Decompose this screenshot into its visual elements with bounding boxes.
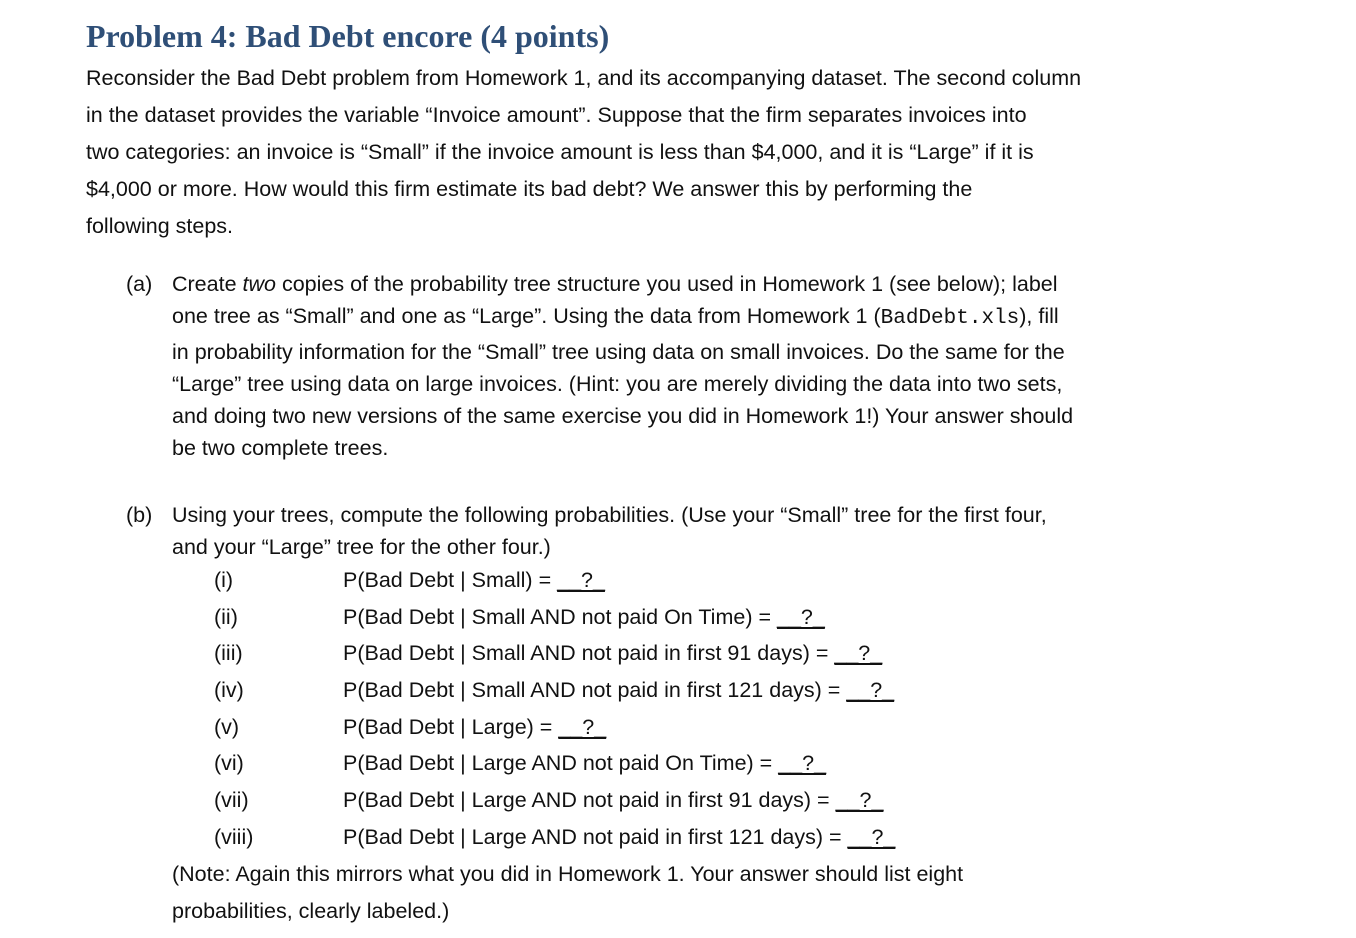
item-number: (vi) (214, 751, 244, 776)
part-a-line2-post: ), fill (1019, 304, 1059, 329)
intro-line: Reconsider the Bad Debt problem from Homework 1, and its accompanying dataset. The second column (86, 66, 1082, 90)
answer-blank: __?_ (776, 604, 825, 629)
part-b-line: and your “Large” tree for the other four.) (172, 534, 551, 559)
part-b-line: Using your trees, compute the following probabilities. (Use your “Small” tree for the first four, (172, 503, 1047, 527)
intro-line: $4,000 or more. How would this firm estimate its bad debt? We answer this by performing the (86, 177, 973, 201)
probability-item (0, 709, 1356, 746)
part-a-emphasis: two (242, 272, 276, 296)
probability-item (0, 599, 1356, 636)
note-line: probabilities, clearly labeled.) (172, 899, 450, 923)
answer-blank: __?_ (834, 641, 883, 666)
intro-line: in the dataset provides the variable “Invoice amount”. Suppose that the firm separates invoices into (86, 103, 1027, 127)
intro-line: two categories: an invoice is “Small” if the invoice amount is less than $4,000, and it is “Large” if it is (86, 140, 1034, 164)
part-a-line: in probability information for the “Small” tree using data on small invoices. Do the same for the (172, 339, 1065, 364)
part-a-label: (a) (126, 272, 153, 296)
part-a-line: “Large” tree using data on large invoices. (Hint: you are merely dividing the data into two sets, (172, 371, 1063, 396)
item-expression-text: P(Bad Debt | Large AND not paid On Time) = (343, 751, 779, 776)
intro-line: following steps. (86, 214, 233, 238)
item-number: (iii) (214, 641, 243, 666)
item-expression (343, 819, 895, 856)
intro-paragraph (86, 60, 1246, 245)
item-expression (343, 635, 882, 672)
probability-item (0, 745, 1356, 782)
item-expression (343, 672, 894, 709)
probability-item (0, 672, 1356, 709)
item-expression (343, 745, 826, 782)
part-b-text (172, 500, 1292, 563)
part-a-line1-pre: Create (172, 272, 243, 296)
part-b-note (172, 856, 1292, 930)
item-expression-text: P(Bad Debt | Small AND not paid in first 121 days) = (343, 678, 847, 703)
item-expression-text: P(Bad Debt | Large) = (343, 714, 559, 739)
dataset-filename: BadDebt.xls (880, 307, 1020, 331)
item-number: (vii) (214, 788, 249, 813)
item-number: (v) (214, 714, 240, 739)
item-expression (343, 562, 605, 599)
problem-title: Problem 4: Bad Debt encore (4 points) (86, 18, 610, 54)
answer-blank: __?_ (557, 568, 605, 592)
probability-item (0, 635, 1356, 672)
answer-blank: __?_ (778, 751, 827, 776)
part-a-line: be two complete trees. (172, 436, 389, 461)
part-b-label: (b) (126, 503, 153, 527)
answer-blank: __?_ (835, 788, 884, 813)
item-expression-text: P(Bad Debt | Small) = (343, 568, 558, 592)
item-expression-text: P(Bad Debt | Large AND not paid in first 121 days) = (343, 824, 848, 849)
note-line: (Note: Again this mirrors what you did in Homework 1. Your answer should list eight (172, 862, 964, 886)
item-expression (343, 599, 825, 636)
part-a-line2-pre: one tree as “Small” and one as “Large”. Using the data from Homework 1 ( (172, 304, 881, 329)
item-expression-text: P(Bad Debt | Small AND not paid in first 91 days) = (343, 641, 835, 666)
part-a-line (172, 268, 1292, 300)
probability-list (0, 562, 1356, 856)
probability-item (0, 562, 1356, 599)
answer-blank: __?_ (846, 678, 895, 703)
item-number: (iv) (214, 678, 244, 703)
part-a-line (172, 300, 1292, 335)
answer-blank: __?_ (847, 824, 896, 849)
part-a-line: and doing two new versions of the same exercise you did in Homework 1!) Your answer should (172, 404, 1074, 429)
item-expression-text: P(Bad Debt | Large AND not paid in first 91 days) = (343, 788, 836, 813)
item-expression-text: P(Bad Debt | Small AND not paid On Time) = (343, 604, 777, 629)
item-expression (343, 782, 883, 819)
part-a-line1-post: copies of the probability tree structure you used in Homework 1 (see below); label (275, 272, 1058, 296)
item-number: (viii) (214, 824, 254, 849)
item-number: (i) (214, 568, 234, 592)
item-number: (ii) (214, 604, 238, 629)
answer-blank: __?_ (558, 714, 607, 739)
part-a-text (172, 268, 1292, 465)
item-expression (343, 709, 606, 746)
probability-item (0, 782, 1356, 819)
probability-item (0, 819, 1356, 856)
